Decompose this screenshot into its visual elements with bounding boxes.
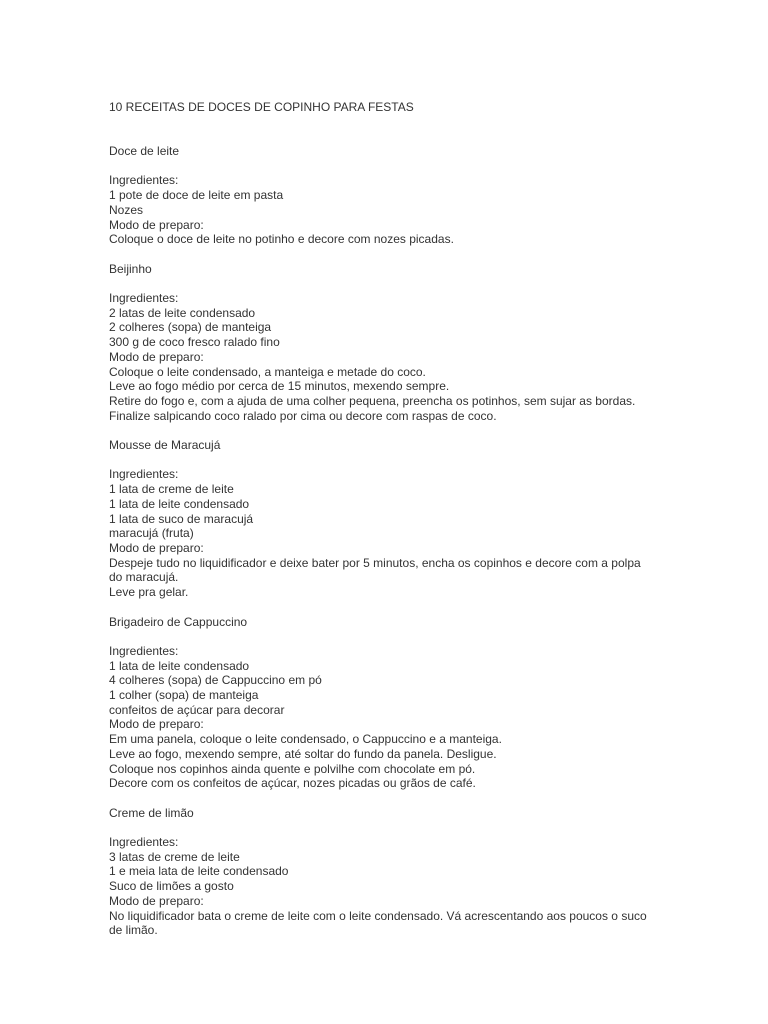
method-step: Despeje tudo no liquidificador e deixe bater por 5 minutos, encha os copinhos e decore com a polpa do maracujá. (109, 555, 641, 585)
spacer (109, 820, 649, 835)
document-page (109, 100, 649, 938)
method-label: Modo de preparo: (109, 541, 204, 555)
recipe-title: Beijinho (109, 261, 152, 276)
ingredient-item: 1 lata de creme de leite (109, 482, 234, 497)
ingredient-item: 1 lata de leite condensado (109, 496, 250, 511)
method-label: Modo de preparo: (109, 217, 204, 232)
method-label: Modo de preparo: (109, 717, 204, 732)
recipe-creme-de-limao (109, 806, 649, 938)
spacer (109, 600, 649, 615)
method-step: No liquidificador bata o creme de leite com o leite condensado. Vá acrescentando aos poucos o suco de limão. (109, 908, 647, 938)
recipe-doce-de-leite (109, 144, 649, 247)
ingredient-item: 2 colheres (sopa) de manteiga (109, 320, 272, 335)
spacer (109, 791, 649, 806)
spacer (109, 453, 649, 468)
method-step: Em uma panela, coloque o leite condensado, o Cappuccino e a manteiga. (109, 732, 502, 747)
ingredient-item: confeitos de açúcar para decorar (109, 702, 285, 717)
ingredients-label: Ingredientes: (109, 467, 179, 482)
spacer (109, 159, 649, 174)
ingredient-item: 300 g de coco fresco ralado fino (109, 335, 280, 350)
ingredients-label: Ingredientes: (109, 643, 179, 658)
ingredient-item: 4 colheres (sopa) de Cappuccino em pó (109, 673, 322, 688)
spacer (109, 629, 649, 644)
spacer (109, 247, 649, 262)
method-step: Coloque o doce de leite no potinho e decore com nozes picadas. (109, 232, 454, 247)
spacer (109, 115, 649, 144)
ingredient-item: 1 pote de doce de leite em pasta (109, 188, 284, 203)
recipe-title: Mousse de Maracujá (109, 438, 221, 453)
ingredient-item: 1 lata de suco de maracujá (109, 511, 254, 526)
ingredient-item: 1 colher (sopa) de manteiga (109, 688, 259, 702)
ingredient-item: Suco de limões a gosto (109, 879, 234, 894)
ingredient-item: 1 lata de leite condensado (109, 658, 250, 673)
method-label: Modo de preparo: (109, 349, 204, 364)
recipe-title: Brigadeiro de Cappuccino (109, 614, 248, 629)
ingredient-item: 2 latas de leite condensado (109, 305, 256, 320)
method-step: Coloque nos copinhos ainda quente e polvilhe com chocolate em pó. (109, 761, 476, 776)
method-step: Finalize salpicando coco ralado por cima ou decore com raspas de coco. (109, 408, 497, 423)
recipe-beijinho (109, 262, 649, 424)
ingredients-label: Ingredientes: (109, 291, 179, 306)
method-label: Modo de preparo: (109, 893, 204, 908)
ingredients-label: Ingredientes: (109, 173, 179, 188)
recipe-mousse-de-maracuja (109, 438, 649, 600)
ingredient-item: maracujá (fruta) (109, 526, 194, 541)
method-step: Leve ao fogo médio por cerca de 15 minutos, mexendo sempre. (109, 379, 450, 394)
method-step: Leve pra gelar. (109, 585, 189, 600)
ingredient-item: 1 e meia lata de leite condensado (109, 864, 289, 879)
recipe-title: Creme de limão (109, 805, 194, 820)
ingredients-label: Ingredientes: (109, 835, 179, 849)
method-step: Coloque o leite condensado, a manteiga e metade do coco. (109, 364, 426, 379)
spacer (109, 423, 649, 438)
method-step: Retire do fogo e, com a ajuda de uma colher pequena, preencha os potinhos, sem sujar as bordas. (109, 394, 636, 408)
ingredient-item: 3 latas de creme de leite (109, 849, 240, 864)
ingredient-item: Nozes (109, 202, 144, 217)
method-step: Leve ao fogo, mexendo sempre, até soltar do fundo da panela. Desligue. (109, 746, 497, 761)
recipe-title: Doce de leite (109, 144, 180, 159)
recipe-brigadeiro-de-cappuccino (109, 615, 649, 791)
method-step: Decore com os confeitos de açúcar, nozes picadas ou grãos de café. (109, 776, 476, 791)
spacer (109, 276, 649, 291)
document-title: 10 RECEITAS DE DOCES DE COPINHO PARA FESTAS (109, 100, 414, 114)
